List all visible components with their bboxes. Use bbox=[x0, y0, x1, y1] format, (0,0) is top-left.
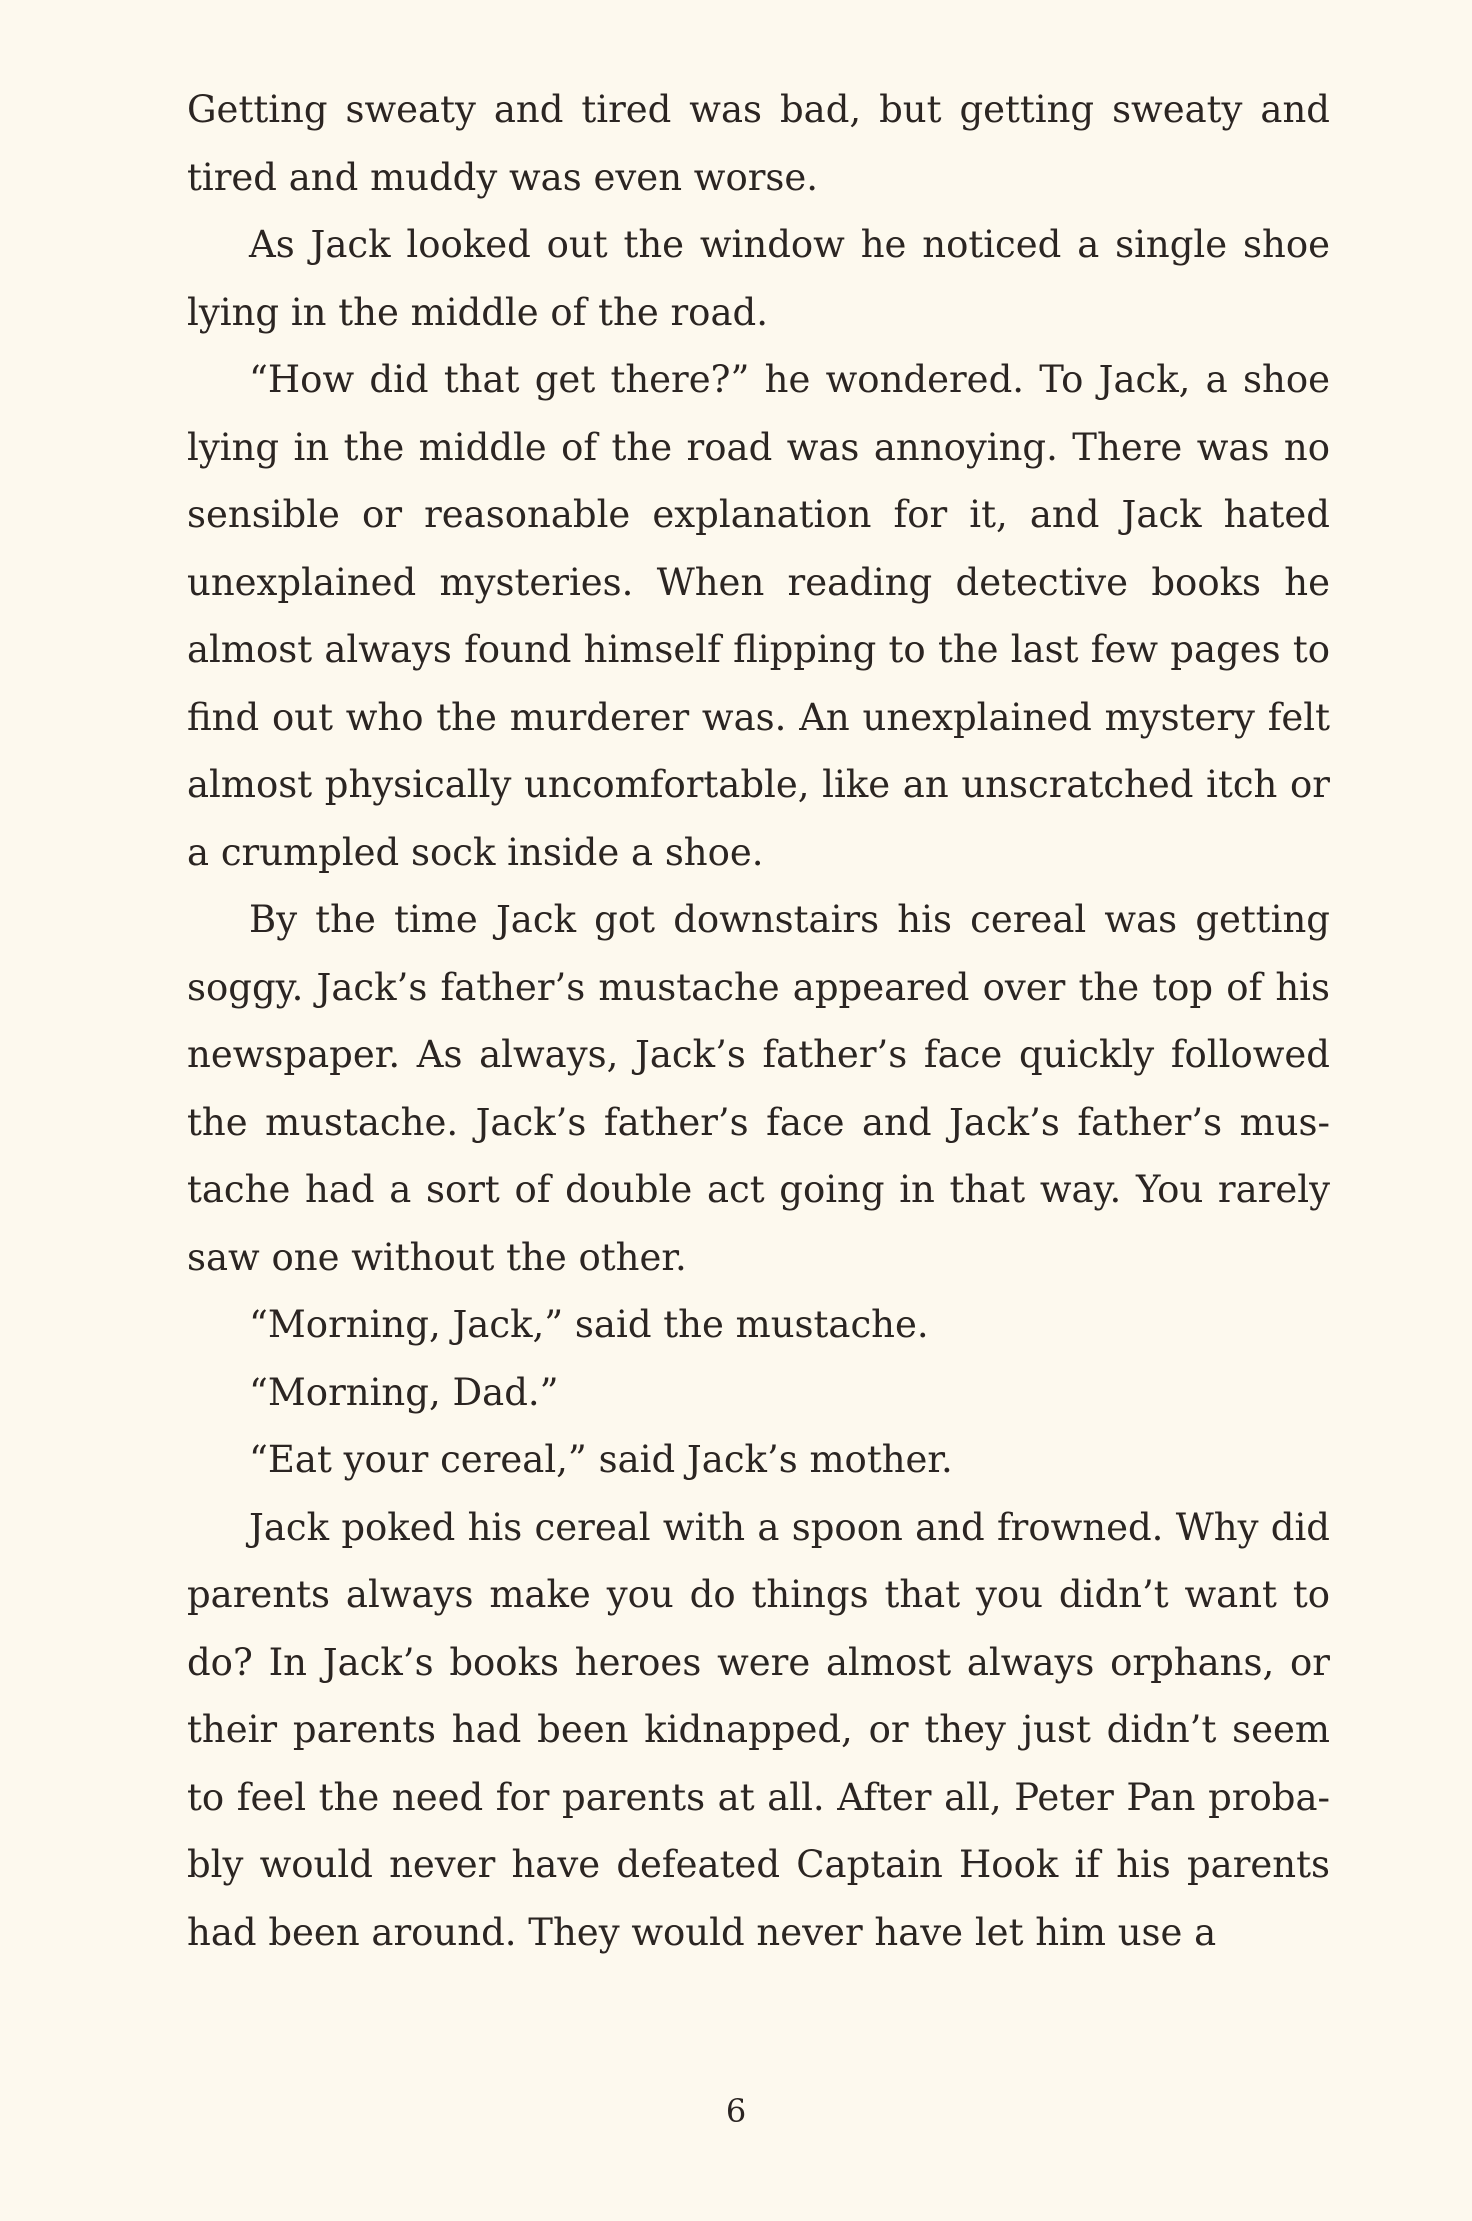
paragraph-7: “Eat your cereal,” said Jack’s mother. bbox=[249, 1438, 953, 1481]
paragraph-2: As Jack looked out the window he noticed a single shoe lying in the middle of the road. bbox=[187, 223, 1330, 334]
paragraph-8: Jack poked his cereal with a spoon and frowned. Why did parents always make you do things that you didn’t want to do? In Jack’s books heroes were almost always orphans, or their parents had been kidnapped, or they just didn’t seem to feel the need for parents at all. After all, Peter Pan proba-bly would never have defeated Captain Hook if his parents had been around. They would never have let him use a bbox=[187, 1505, 1330, 1954]
page-number: 6 bbox=[725, 2092, 747, 2130]
paragraph-3: “How did that get there?” he wondered. To Jack, a shoe lying in the middle of the road was annoying. There was no sensible or reasonable explanation for it, and Jack hated unexplained mysteries. When reading detective books he almost always found himself flipping to the last few pages to find out who the murderer was. An unexplained mystery felt almost physically uncomfortable, like an unscratched itch or a crumpled sock inside a shoe. bbox=[187, 358, 1330, 874]
paragraph-1: Getting sweaty and tired was bad, but getting sweaty and tired and muddy was even worse. bbox=[187, 88, 1330, 199]
paragraph-4: By the time Jack got downstairs his cereal was getting soggy. Jack’s father’s mustache appeared over the top of his newspaper. As always, Jack’s father’s face quickly followed the mustache. Jack’s father’s face and Jack’s father’s mus-tache had a sort of double act going in that way. You rarely saw one without the other. bbox=[187, 898, 1330, 1279]
paragraph-6: “Morning, Dad.” bbox=[249, 1370, 559, 1414]
paragraph-5: “Morning, Jack,” said the mustache. bbox=[249, 1303, 929, 1346]
body-text bbox=[187, 76, 1330, 1966]
